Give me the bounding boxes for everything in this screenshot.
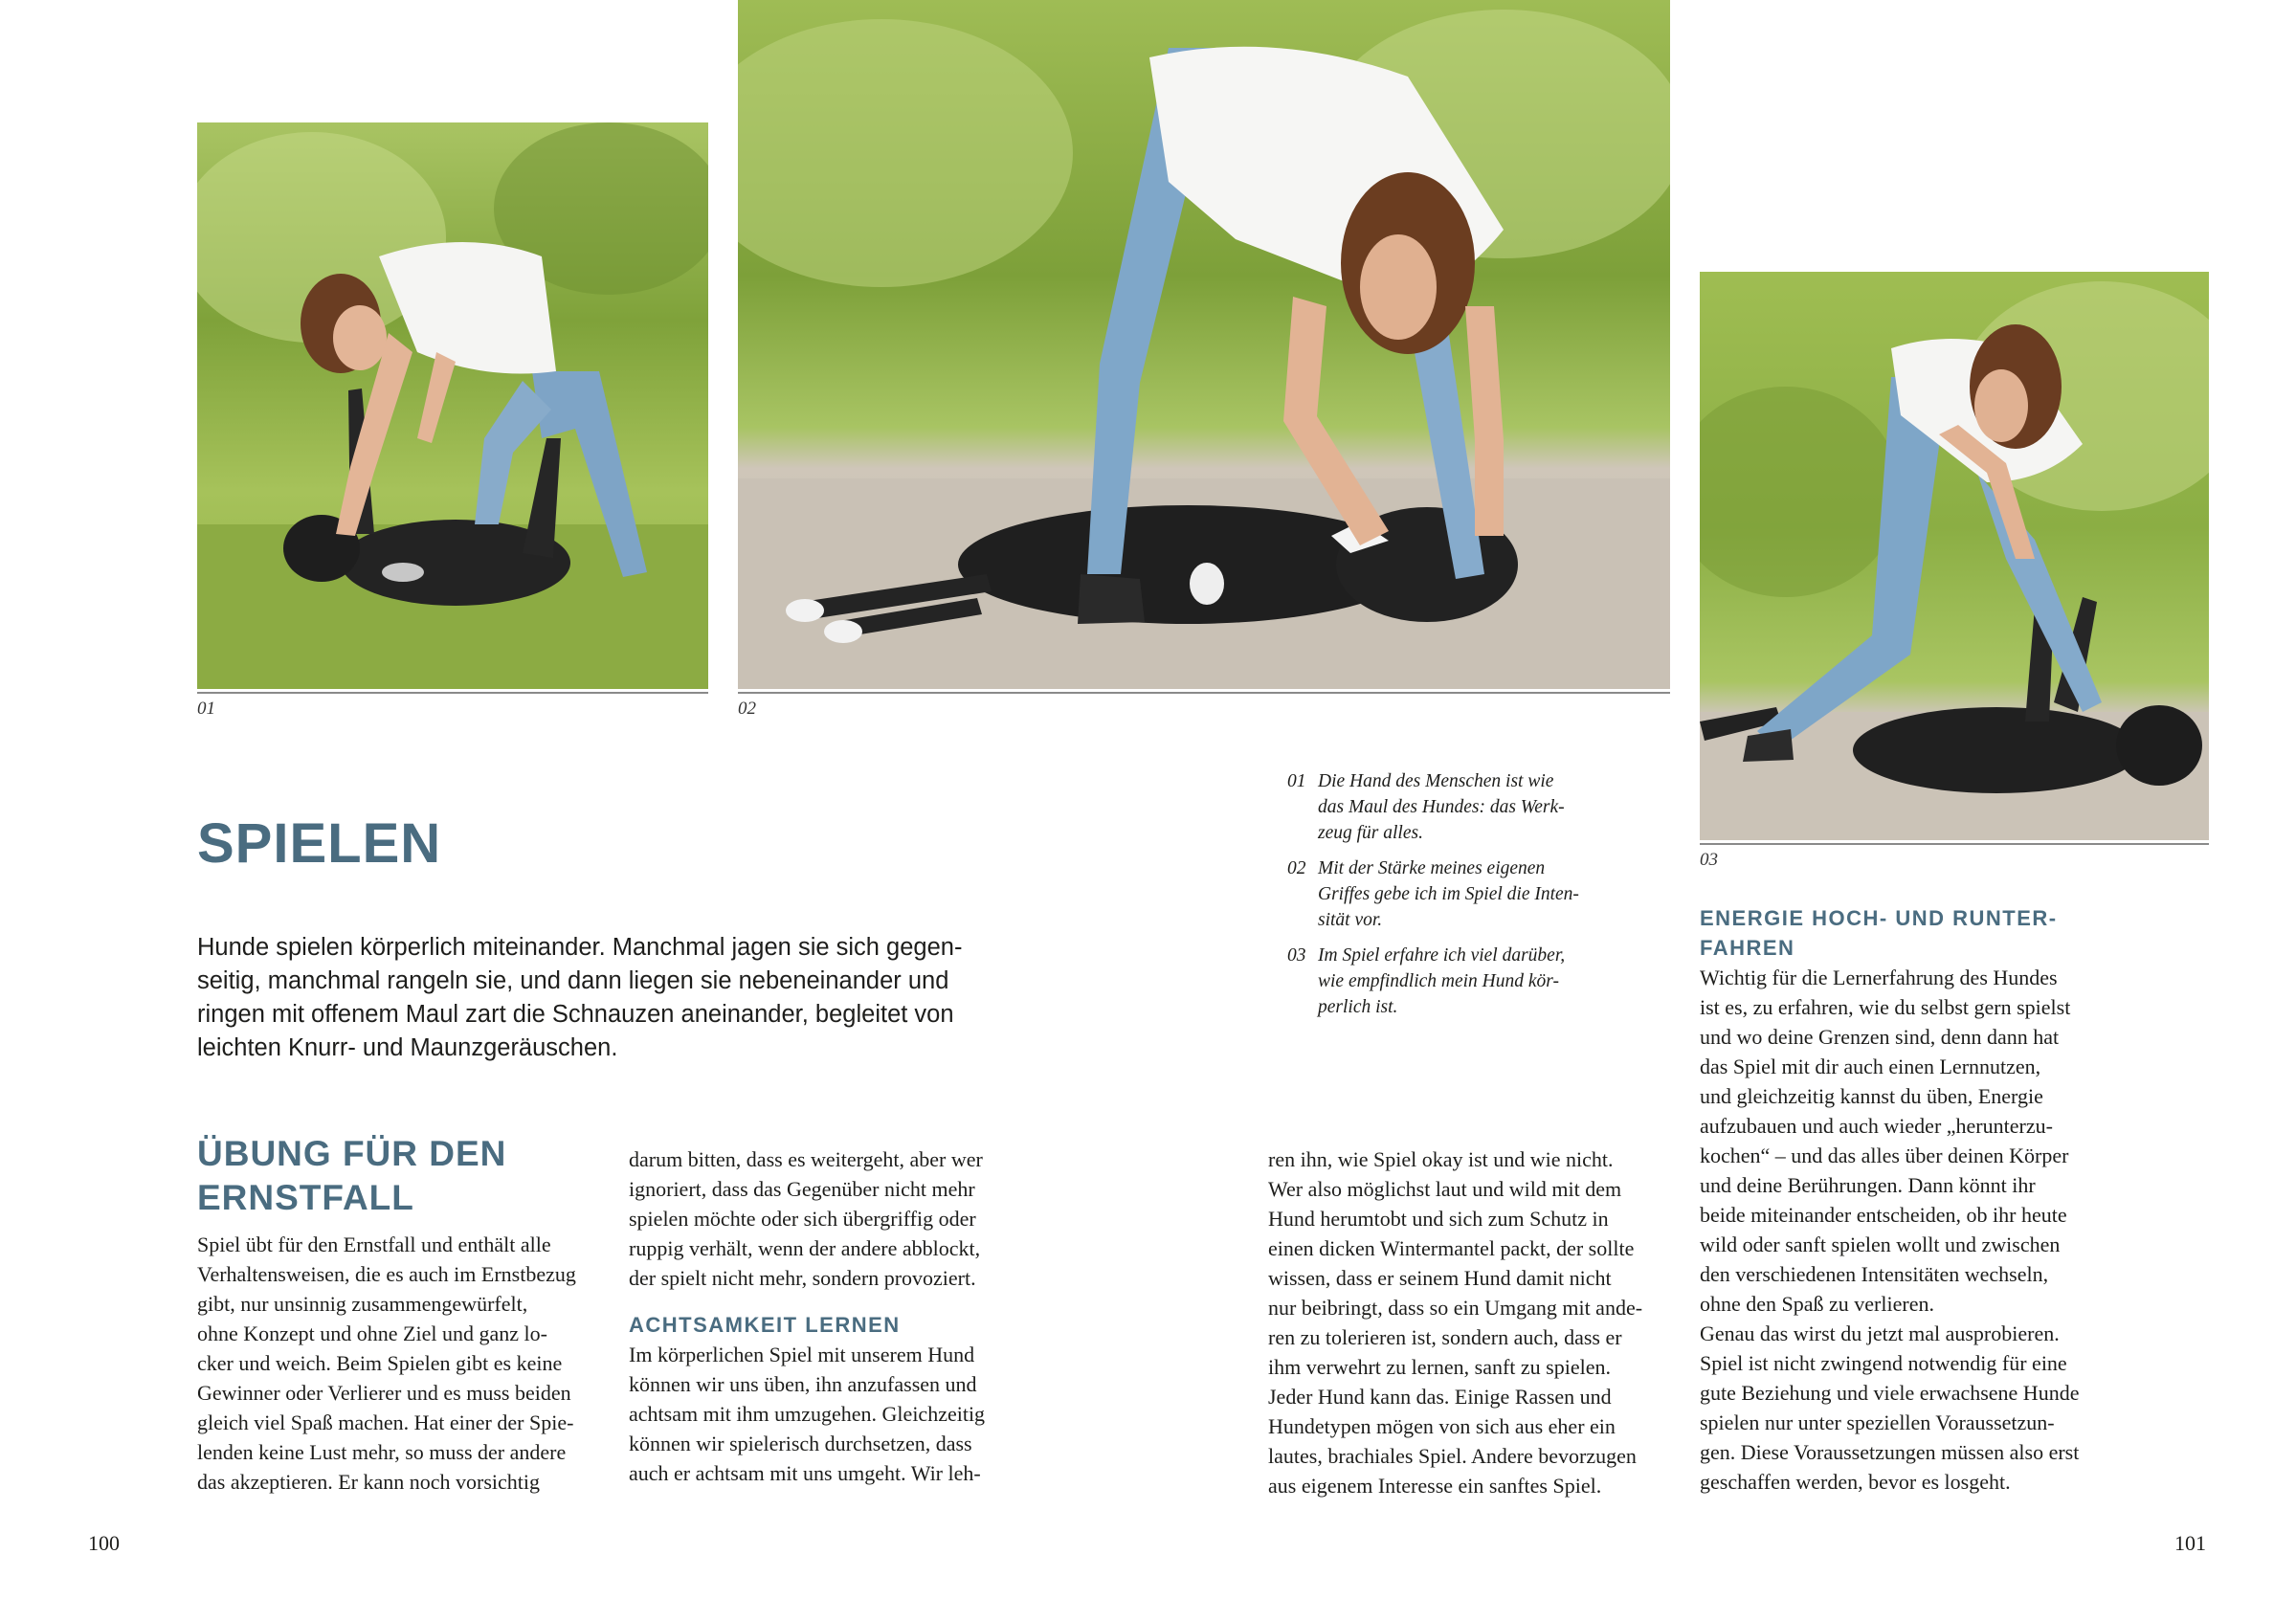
text-line: aus eigenem Interesse ein sanftes Spiel. (1268, 1474, 1602, 1498)
text-line: Gewinner oder Verlierer und es muss beiden (197, 1381, 571, 1405)
body-text (197, 1230, 599, 1497)
photo-01-number: 01 (197, 699, 215, 719)
text-line: darum bitten, dass es weitergeht, aber wer (629, 1147, 983, 1171)
text-line: nur beibringt, dass so ein Umgang mit ande- (1268, 1296, 1643, 1320)
text-line: auch er achtsam mit uns umgeht. Wir leh- (629, 1461, 981, 1485)
text-line: Spiel übt für den Ernstfall und enthält alle (197, 1232, 551, 1256)
caption-line: zeug für alles. (1318, 823, 1423, 843)
column-2 (629, 1144, 1031, 1488)
section-heading-line: ERNSTFALL (197, 1178, 414, 1217)
text-line: Hund herumtobt und sich zum Schutz in (1268, 1207, 1609, 1231)
intro-line: ringen mit offenem Maul zart die Schnauzen aneinander, begleitet von (197, 1001, 954, 1028)
photo-02-rule (738, 692, 1670, 694)
text-line: ohne den Spaß zu verlieren. (1700, 1292, 1934, 1316)
text-line: gute Beziehung und viele erwachsene Hunde (1700, 1381, 2080, 1405)
text-line: das akzeptieren. Er kann noch vorsichtig (197, 1470, 540, 1494)
text-line: gleich viel Spaß machen. Hat einer der Spie- (197, 1410, 574, 1434)
caption-line: Mit der Stärke meines eigenen (1318, 858, 1546, 878)
caption-line: Im Spiel erfahre ich viel darüber, (1318, 945, 1566, 966)
caption-03 (1287, 943, 1613, 1020)
text-line: der spielt nicht mehr, sondern provoziert. (629, 1266, 976, 1290)
text-line: beide miteinander entscheiden, ob ihr heute (1700, 1203, 2067, 1227)
text-line: lenden keine Lust mehr, so muss der andere (197, 1440, 567, 1464)
text-line: können wir uns üben, ihn anzufassen und (629, 1372, 977, 1396)
text-line: wild oder sanft spielen wollt und zwischen (1700, 1232, 2061, 1256)
column-3 (1268, 1144, 1670, 1500)
column-1 (197, 1132, 599, 1497)
text-line: können wir spielerisch durchsetzen, dass (629, 1432, 972, 1455)
text-line: das Spiel mit dir auch einen Lernnutzen, (1700, 1055, 2041, 1078)
text-line: geschaffen werden, bevor es losgeht. (1700, 1470, 2011, 1494)
section-heading-line: ÜBUNG FÜR DEN (197, 1134, 507, 1173)
text-line: lautes, brachiales Spiel. Andere bevorzugen (1268, 1444, 1637, 1468)
photo-03-rule (1700, 843, 2209, 845)
text-line: Hundetypen mögen von sich aus eher ein (1268, 1414, 1616, 1438)
text-line: gen. Diese Voraussetzungen müssen also erst (1700, 1440, 2080, 1464)
intro-line: Hunde spielen körperlich miteinander. Manchmal jagen sie sich gegen- (197, 934, 963, 961)
photo-03 (1700, 272, 2209, 840)
text-line: cker und weich. Beim Spielen gibt es keine (197, 1351, 563, 1375)
text-line: Verhaltensweisen, die es auch im Ernstbezug (197, 1262, 576, 1286)
text-line: und wo deine Grenzen sind, denn dann hat (1700, 1025, 2060, 1049)
section-heading-energie (1700, 903, 2121, 963)
intro-line: seitig, manchmal rangeln sie, und dann liegen sie nebeneinander und (197, 967, 949, 994)
page-title: SPIELEN (197, 812, 442, 875)
section-heading-achtsamkeit: ACHTSAMKEIT LERNEN (629, 1313, 901, 1337)
text-line: kochen“ – und das alles über deinen Körper (1700, 1144, 2069, 1167)
caption-number: 01 (1287, 771, 1306, 791)
caption-line: perlich ist. (1318, 997, 1398, 1017)
intro-line: leichten Knurr- und Maunzgeräuschen. (197, 1034, 618, 1061)
section-heading-line: ENERGIE HOCH- UND RUNTER- (1700, 906, 2058, 930)
caption-line: Die Hand des Menschen ist wie (1318, 771, 1554, 791)
text-line: ignoriert, dass das Gegenüber nicht mehr (629, 1177, 975, 1201)
text-line: Wichtig für die Lernerfahrung des Hundes (1700, 966, 2058, 989)
text-line: wissen, dass er seinem Hund damit nicht (1268, 1266, 1612, 1290)
text-line: ren ihn, wie Spiel okay ist und wie nicht. (1268, 1147, 1614, 1171)
text-line: ruppig verhält, wenn der andere abblockt, (629, 1236, 981, 1260)
page-number-right: 101 (2174, 1531, 2206, 1555)
text-line: ist es, zu erfahren, wie du selbst gern spielst (1700, 995, 2071, 1019)
photo-01-rule (197, 692, 708, 694)
section-heading-uebung (197, 1132, 599, 1220)
body-text (1700, 963, 2121, 1497)
intro-paragraph (197, 931, 1039, 1065)
text-line: gibt, nur unsinnig zusammengewürfelt, (197, 1292, 528, 1316)
text-line: achtsam mit ihm umzugehen. Gleichzeitig (629, 1402, 986, 1426)
text-line: aufzubauen und auch wieder „herunterzu- (1700, 1114, 2053, 1138)
text-line: ren zu tolerieren ist, sondern auch, dass er (1268, 1325, 1622, 1349)
text-line: Jeder Hund kann das. Einige Rassen und (1268, 1385, 1612, 1409)
caption-line: wie empfindlich mein Hund kör- (1318, 971, 1559, 991)
caption-line: das Maul des Hundes: das Werk- (1318, 797, 1565, 817)
text-line: und gleichzeitig kannst du üben, Energie (1700, 1084, 2043, 1108)
text-line: den verschiedenen Intensitäten wechseln, (1700, 1262, 2049, 1286)
photo-03-number: 03 (1700, 850, 1718, 870)
column-4 (1700, 903, 2121, 1497)
text-line: spielen möchte oder sich übergriffig oder (629, 1207, 976, 1231)
caption-line: sität vor. (1318, 910, 1383, 930)
text-line: Wer also möglichst laut und wild mit dem (1268, 1177, 1622, 1201)
page-number-left: 100 (88, 1531, 120, 1555)
text-line: und deine Berührungen. Dann könnt ihr (1700, 1173, 2036, 1197)
text-line: spielen nur unter speziellen Voraussetzun- (1700, 1410, 2055, 1434)
section-heading-line: FAHREN (1700, 936, 1795, 960)
caption-02 (1287, 855, 1613, 933)
caption-number: 03 (1287, 945, 1306, 966)
caption-01 (1287, 768, 1613, 846)
caption-number: 02 (1287, 858, 1306, 878)
photo-01 (197, 122, 708, 689)
text-line: Genau das wirst du jetzt mal ausprobieren. (1700, 1321, 2060, 1345)
photo-02 (738, 0, 1670, 689)
text-line: ihm verwehrt zu lernen, sanft zu spielen. (1268, 1355, 1611, 1379)
text-line: ohne Konzept und ohne Ziel und ganz lo- (197, 1321, 547, 1345)
text-line: einen dicken Wintermantel packt, der sollte (1268, 1236, 1635, 1260)
text-line: Spiel ist nicht zwingend notwendig für eine (1700, 1351, 2067, 1375)
photo-02-number: 02 (738, 699, 756, 719)
caption-line: Griffes gebe ich im Spiel die Inten- (1318, 884, 1579, 904)
photo-captions (1287, 768, 1613, 1030)
text-line: Im körperlichen Spiel mit unserem Hund (629, 1343, 975, 1366)
